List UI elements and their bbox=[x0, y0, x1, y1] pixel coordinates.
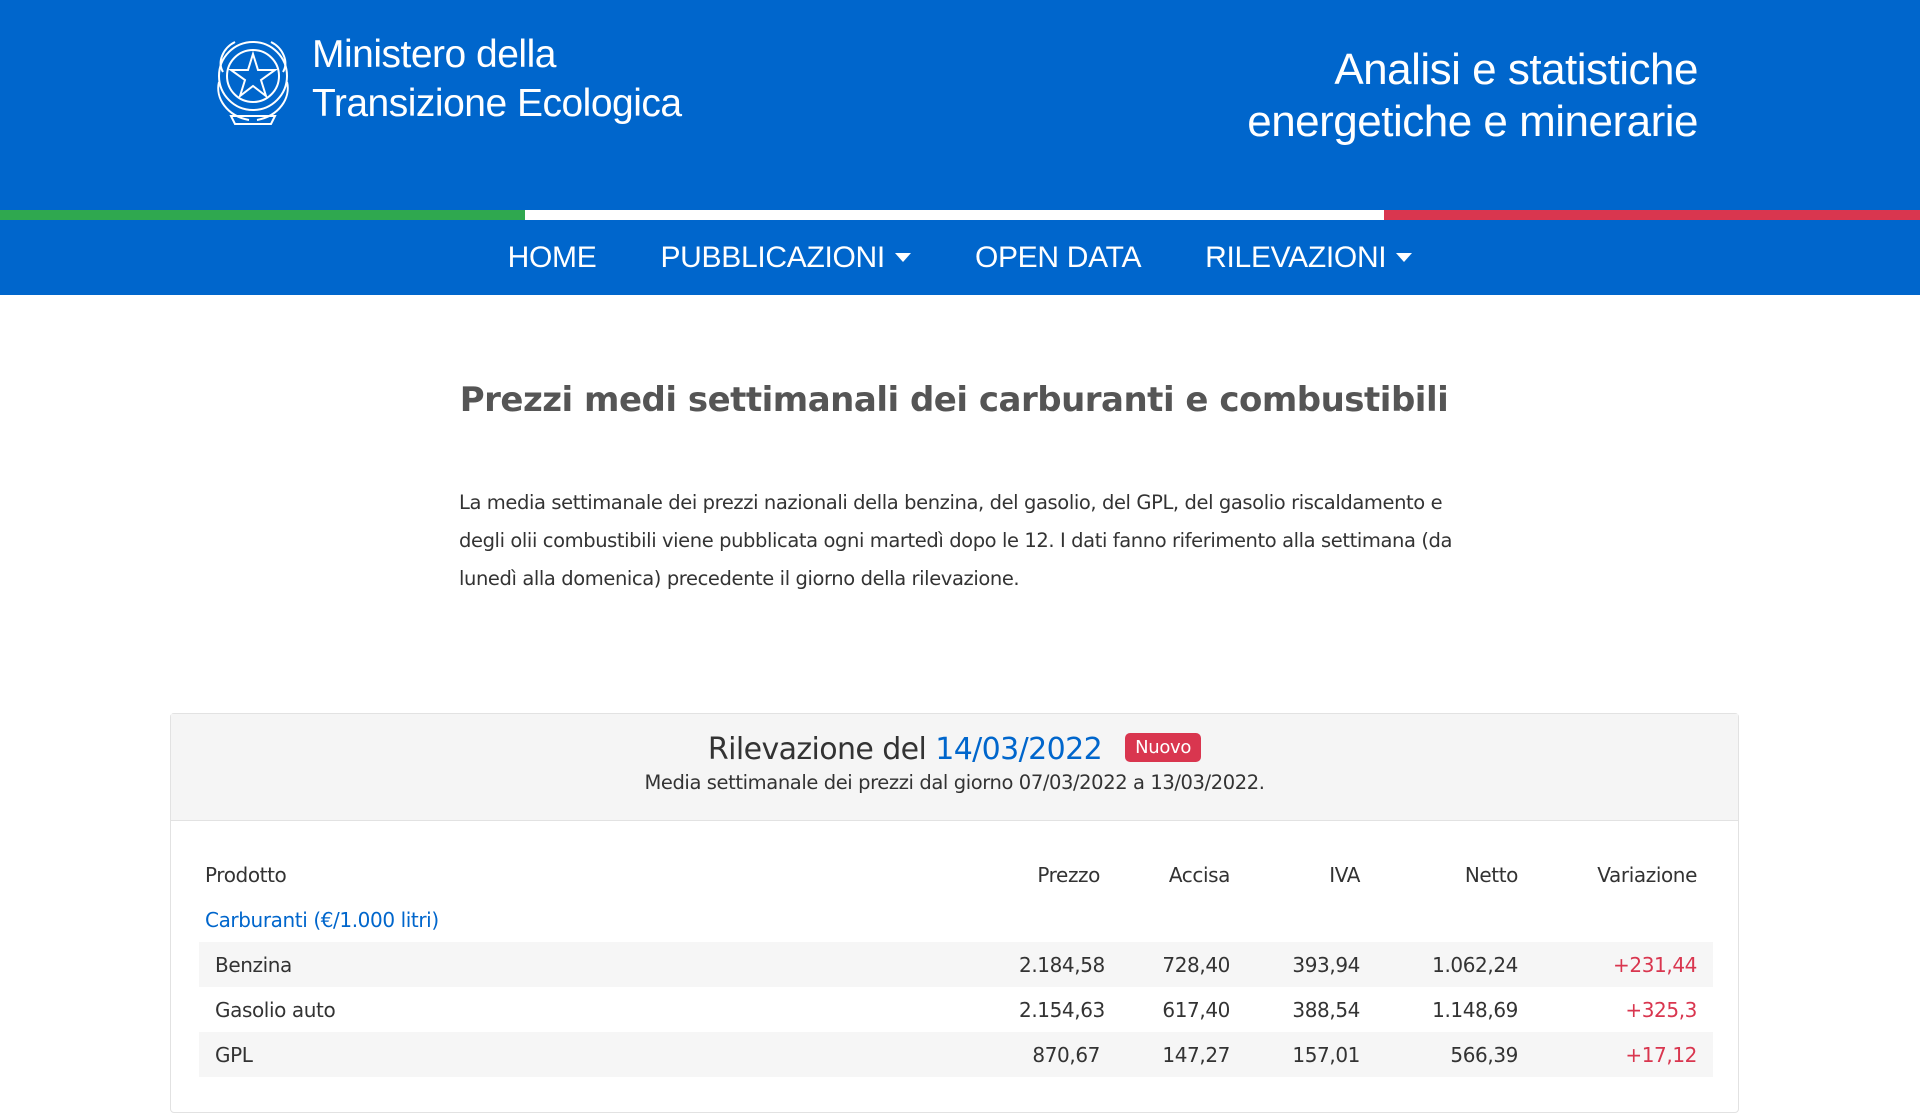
product-name: Gasolio auto bbox=[215, 997, 336, 1022]
col-header-prezzo: Prezzo bbox=[1037, 862, 1100, 887]
site-title bbox=[1247, 44, 1698, 148]
vat-cell: 388,54 bbox=[1292, 997, 1360, 1022]
survey-card bbox=[170, 713, 1739, 1113]
nav-open-data-label: OPEN DATA bbox=[974, 240, 1142, 274]
nav-pubblicazioni-label: PUBBLICAZIONI bbox=[660, 240, 885, 274]
survey-card-header bbox=[171, 714, 1738, 821]
excise-cell: 147,27 bbox=[1162, 1042, 1230, 1067]
net-cell: 566,39 bbox=[1450, 1042, 1518, 1067]
new-badge: Nuovo bbox=[1125, 733, 1201, 762]
page-title: Prezzi medi settimanali dei carburanti e combustibili bbox=[459, 380, 1449, 420]
product-name: GPL bbox=[215, 1042, 253, 1067]
survey-title bbox=[171, 714, 1738, 767]
table-header-row bbox=[199, 852, 1713, 897]
net-cell: 1.148,69 bbox=[1432, 997, 1518, 1022]
col-header-iva: IVA bbox=[1329, 862, 1360, 887]
prices-table bbox=[199, 852, 1713, 1077]
nav-pubblicazioni[interactable] bbox=[660, 241, 910, 275]
intro-paragraph: La media settimanale dei prezzi nazionali della benzina, del gasolio, del GPL, del gasolio riscaldamento e degli olii combustibili viene pubblicata ogni martedì dopo le 12. I dati fanno riferimento alla settimana (da lunedì alla domenica) precedente il giorno della rilevazione. bbox=[459, 491, 1453, 590]
caret-down-icon bbox=[1396, 253, 1412, 262]
site-title-line1: Analisi e statistiche bbox=[1334, 45, 1698, 94]
site-title-line2: energetiche e minerarie bbox=[1247, 97, 1698, 146]
price-cell: 2.154,63 bbox=[1019, 997, 1105, 1022]
col-header-prodotto: Prodotto bbox=[205, 862, 287, 887]
italian-republic-emblem-icon[interactable] bbox=[209, 32, 297, 128]
ministry-name[interactable] bbox=[312, 30, 682, 128]
category-carburanti[interactable]: Carburanti (€/1.000 litri) bbox=[205, 907, 439, 932]
survey-title-prefix: Rilevazione del bbox=[707, 732, 927, 767]
ministry-name-line1: Ministero della bbox=[312, 33, 556, 76]
ministry-name-line2: Transizione Ecologica bbox=[312, 82, 682, 125]
variation-cell: +17,12 bbox=[1625, 1042, 1697, 1067]
price-cell: 2.184,58 bbox=[1019, 952, 1105, 977]
site-header bbox=[0, 0, 1920, 210]
col-header-netto: Netto bbox=[1464, 862, 1518, 887]
caret-down-icon bbox=[895, 253, 911, 262]
col-header-variazione: Variazione bbox=[1597, 862, 1697, 887]
product-name: Benzina bbox=[215, 952, 292, 977]
excise-cell: 617,40 bbox=[1162, 997, 1230, 1022]
variation-cell: +231,44 bbox=[1613, 952, 1697, 977]
main-nav bbox=[0, 220, 1920, 295]
variation-cell: +325,3 bbox=[1625, 997, 1697, 1022]
tricolor-bar bbox=[0, 210, 1920, 220]
tricolor-white bbox=[525, 210, 1384, 220]
survey-date: 14/03/2022 bbox=[935, 732, 1103, 767]
nav-rilevazioni[interactable] bbox=[1205, 241, 1412, 275]
tricolor-red bbox=[1384, 210, 1920, 220]
net-cell: 1.062,24 bbox=[1432, 952, 1518, 977]
col-header-accisa: Accisa bbox=[1168, 862, 1230, 887]
vat-cell: 157,01 bbox=[1292, 1042, 1360, 1067]
table-row bbox=[199, 987, 1713, 1032]
survey-subtitle: Media settimanale dei prezzi dal giorno 07/03/2022 a 13/03/2022. bbox=[644, 771, 1265, 794]
table-row bbox=[199, 1032, 1713, 1077]
nav-open-data[interactable] bbox=[975, 241, 1141, 275]
nav-home[interactable] bbox=[508, 241, 597, 275]
nav-rilevazioni-label: RILEVAZIONI bbox=[1205, 240, 1387, 274]
table-row bbox=[199, 942, 1713, 987]
nav-home-label: HOME bbox=[507, 240, 597, 274]
vat-cell: 393,94 bbox=[1292, 952, 1360, 977]
price-cell: 870,67 bbox=[1032, 1042, 1100, 1067]
excise-cell: 728,40 bbox=[1162, 952, 1230, 977]
tricolor-green bbox=[0, 210, 525, 220]
